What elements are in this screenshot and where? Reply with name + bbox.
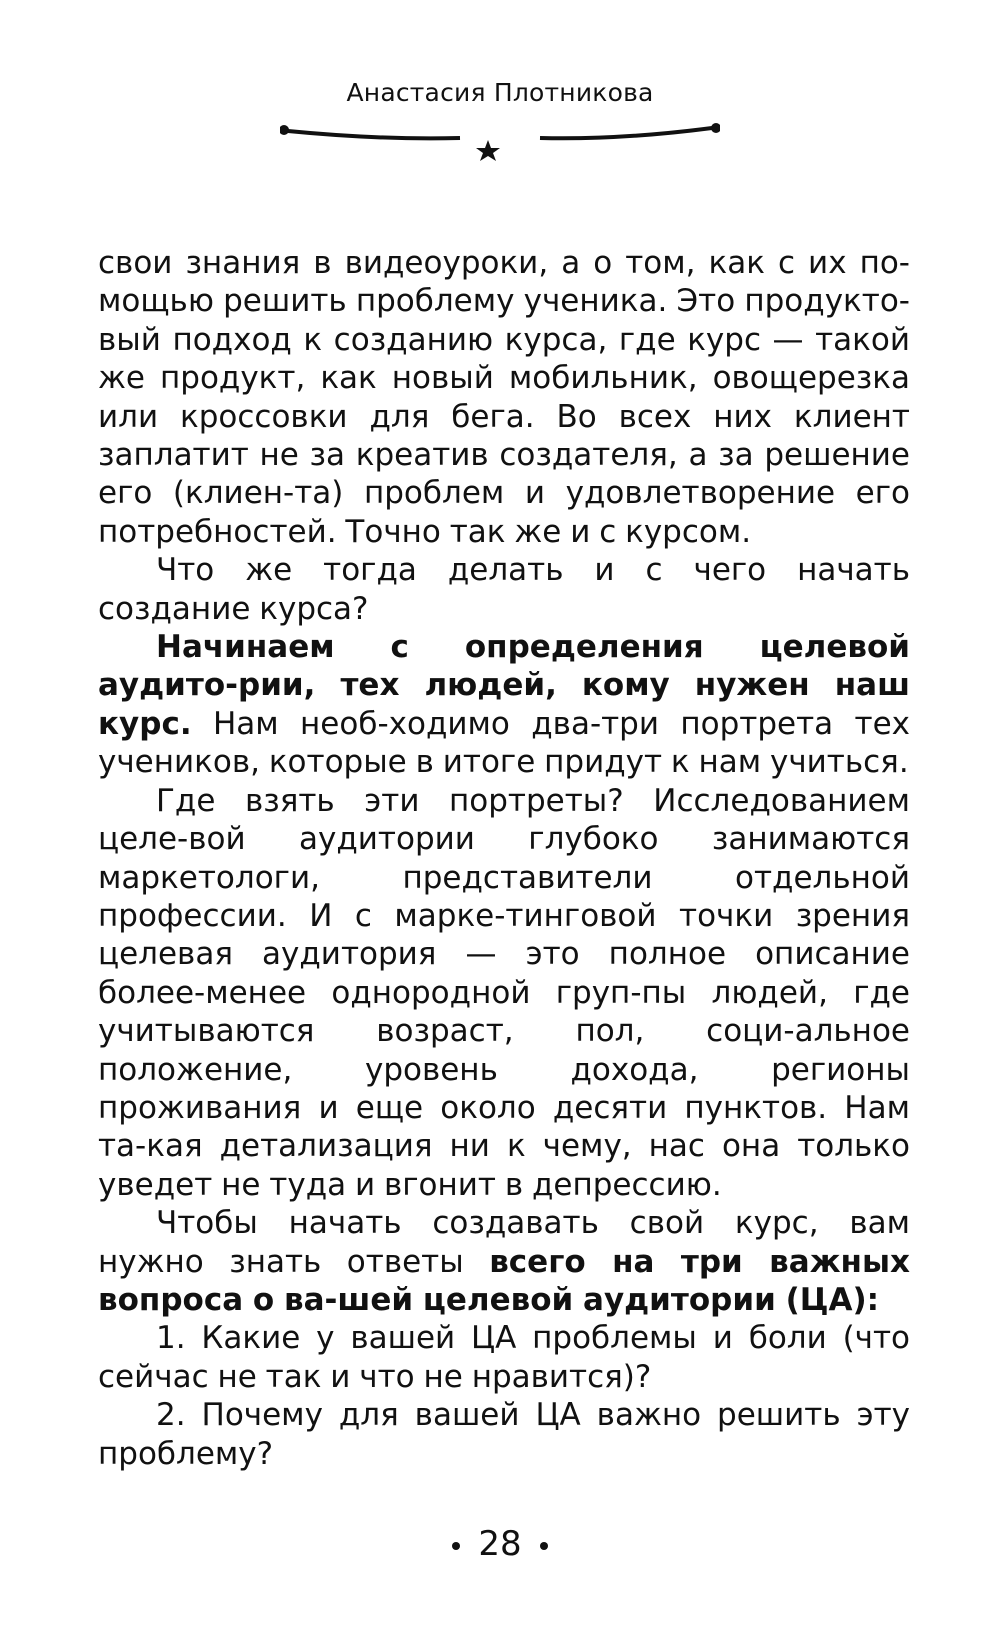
main-text (98, 244, 910, 1473)
question-1: 1. Какие у вашей ЦА проблемы и боли (что сейчас не так и что не нравится)? (98, 1320, 910, 1395)
page-number-footer (0, 1524, 1000, 1564)
paragraph-5-start: Чтобы начать создавать свой курс, вам нужно знать ответы (98, 1205, 910, 1280)
question-2: 2. Почему для вашей ЦА важно решить эту проблему? (98, 1397, 910, 1472)
paragraph-1: свои знания в видеоуроки, а о том, как с их по-мощью решить проблему ученика. Это продукто-вый подход к созданию курса, где курс — такой же продукт, как новый мобильник, овощерезка или кроссовки для бега. Во всех них клиент заплатит не за креатив создателя, а за решение его (клиен-та) проблем и удовлетворение его потребностей. Точно так же и с курсом. (98, 245, 910, 550)
paragraph-4: Где взять эти портреты? Исследованием целе-вой аудитории глубоко занимаются маркетологи, представители отдельной профессии. И с марке-тинговой точки зрения целевая аудитория — это полное описание более-менее однородной груп-пы людей, где учитываются возраст, пол, соци-альное положение, уровень дохода, регионы проживания и еще около десяти пунктов. Нам та-кая детализация ни к чему, нас она только уведет не туда и вгонит в депрессию. (98, 782, 910, 1203)
bullet-icon (540, 1542, 548, 1550)
running-head-author: Анастасия Плотникова (346, 78, 654, 107)
star-ornament-icon (280, 118, 720, 168)
page-number: 28 (478, 1524, 522, 1564)
paragraph-3-bold: Начинаем с определения целевой аудито-рии, тех людей, кому нужен наш курс. (98, 629, 910, 742)
paragraph-3 (98, 628, 910, 782)
paragraph-5-bold: всего на три важных вопроса о ва-шей целевой аудитории (ЦА): (98, 1243, 910, 1318)
bullet-icon (452, 1542, 460, 1550)
paragraph-3-rest: Нам необ-ходимо два-три портрета тех учеников, которые в итоге придут к нам учиться. (98, 705, 910, 781)
paragraph-2: Что же тогда делать и с чего начать создание курса? (98, 552, 910, 627)
paragraph-5 (98, 1204, 910, 1319)
